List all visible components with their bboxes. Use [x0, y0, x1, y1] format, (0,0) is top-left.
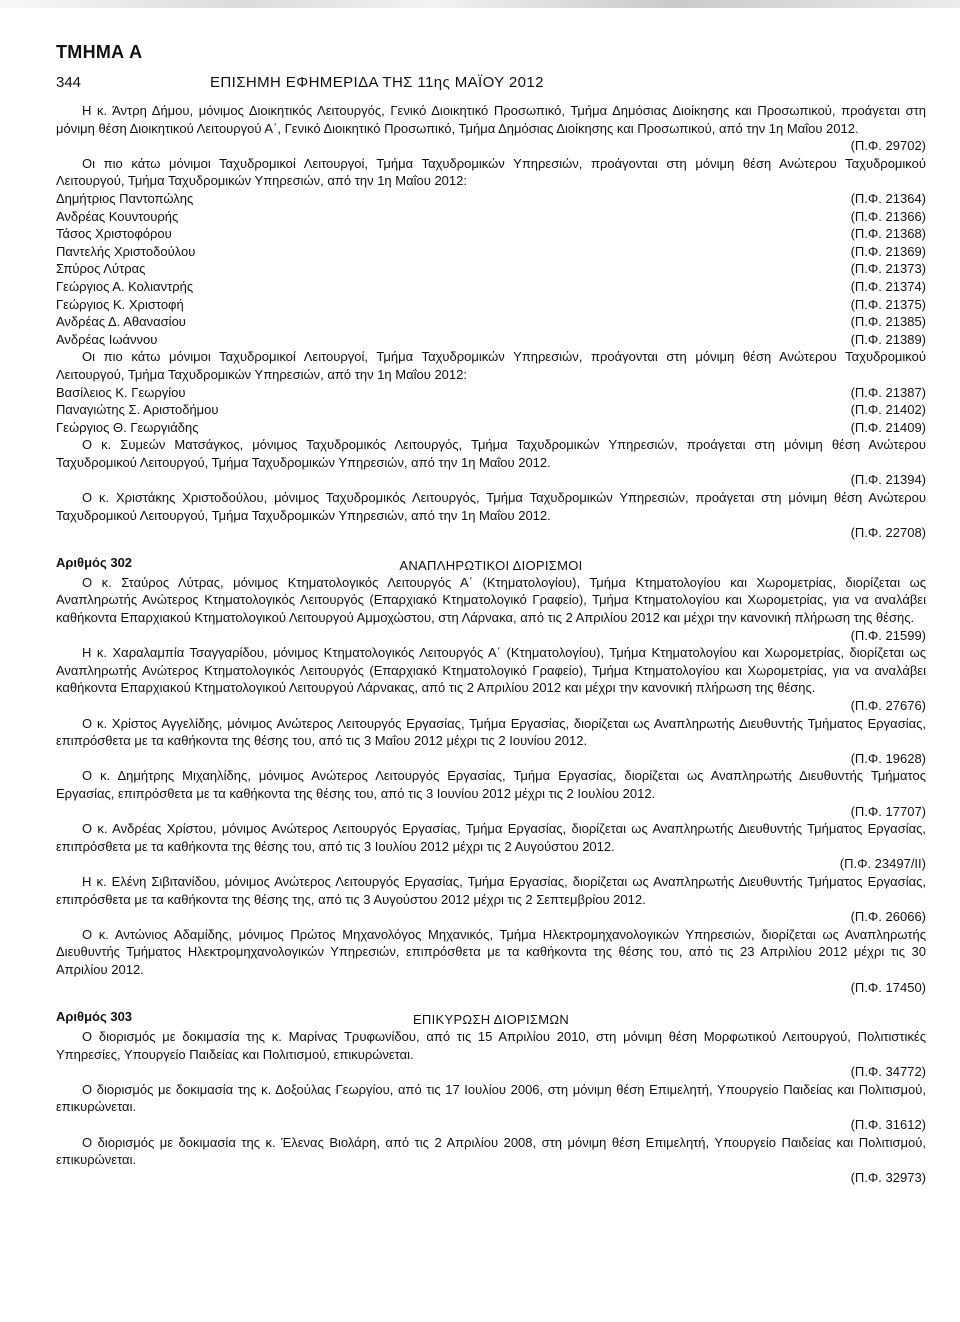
person-ref: (Π.Φ. 21385) [850, 314, 926, 330]
person-name: Ανδρέας Ιωάννου [56, 331, 158, 347]
person-ref: (Π.Φ. 21374) [850, 278, 926, 294]
promotion-paragraph: Ο κ. Συμεών Ματσάγκος, μόνιμος Ταχυδρομικός Λειτουργός, Τμήμα Ταχυδρομικών Υπηρεσιών, προάγεται στη μόνιμη θέση Ανώτερου Ταχυδρομικού Λειτουργού, Τμήμα Ταχυδρομικών Υπηρεσιών, από την 1η Μαΐου 2012. [56, 437, 926, 470]
confirmation-paragraph: Ο διορισμός με δοκιμασία της κ. Έλενας Βιολάρη, από τις 2 Απριλίου 2008, στη μόνιμη θέση Επιμελητή, Υπουργείο Παιδείας και Πολιτισμού, επικυρώνεται. [56, 1134, 926, 1168]
list-item [56, 190, 926, 208]
person-name: Παναγιώτης Σ. Αριστοδήμου [56, 402, 219, 418]
person-ref: (Π.Φ. 21364) [850, 190, 926, 206]
page-number: 344 [56, 74, 82, 91]
list-item [56, 260, 926, 278]
person-ref: (Π.Φ. 21373) [850, 261, 926, 277]
person-ref: (Π.Φ. 21402) [850, 402, 926, 418]
section-label: ΤΜΗΜΑ Α [56, 42, 143, 62]
appointment-ref: (Π.Φ. 23497/ΙΙ) [839, 856, 926, 872]
confirmation-paragraph: Ο διορισμός με δοκιμασία της κ. Δοξούλας Γεωργίου, από τις 17 Ιουλίου 2006, στη μόνιμη θέση Επιμελητή, Υπουργείο Παιδείας και Πολιτισμού, επικυρώνεται. [56, 1081, 926, 1115]
group2-list [56, 384, 926, 437]
person-ref: (Π.Φ. 21369) [850, 243, 926, 259]
person-ref: (Π.Φ. 21387) [850, 384, 926, 400]
person-name: Ανδρέας Κουντουρής [56, 208, 179, 224]
document-body [56, 102, 926, 1186]
person-ref: (Π.Φ. 21368) [850, 226, 926, 242]
person-ref: (Π.Φ. 21375) [850, 296, 926, 312]
article-number: Αριθμός 303 [56, 1009, 133, 1025]
confirmation-ref: (Π.Φ. 32973) [850, 1169, 926, 1185]
person-name: Παντελής Χριστοδούλου [56, 243, 196, 259]
confirmation-paragraph: Ο διορισμός με δοκιμασία της κ. Μαρίνας Τρυφωνίδου, από τις 15 Απριλίου 2010, στη μόνιμη θέση Μορφωτικού Λειτουργού, Πολιτιστικές Υπηρεσίες, Υπουργείο Παιδείας και Πολιτισμού, επικυρώνεται. [56, 1029, 926, 1062]
article-heading [56, 1006, 926, 1028]
promotion-ref: (Π.Φ. 22708) [850, 525, 926, 541]
group1-list [56, 190, 926, 348]
group1-paragraph: Οι πιο κάτω μόνιμοι Ταχυδρομικοί Λειτουργοί, Τμήμα Ταχυδρομικών Υπηρεσιών, προάγονται στη μόνιμη θέση Ανώτερου Ταχυδρομικού Λειτουργού, Τμήμα Ταχυδρομικών Υπηρεσιών, από την 1η Μαΐου 2012: [56, 155, 926, 189]
list-item [56, 243, 926, 261]
promotion-ref: (Π.Φ. 21394) [850, 472, 926, 488]
appointment-ref: (Π.Φ. 26066) [850, 909, 926, 925]
person-ref: (Π.Φ. 21409) [850, 419, 926, 435]
person-name: Γεώργιος Α. Κολιαντρής [56, 278, 194, 294]
person-name: Ανδρέας Δ. Αθανασίου [56, 314, 186, 330]
appointment-paragraph: Ο κ. Αντώνιος Αδαμίδης, μόνιμος Πρώτος Μηχανολόγος Μηχανικός, Τμήμα Ηλεκτρομηχανολογικών Υπηρεσιών, διορίζεται ως Αναπληρωτής Διευθυντής Τμήματος Ηλεκτρομηχανολογικών Υπηρεσιών, επιπρόσθετα με τα καθήκοντα της θέσης του, από τις 23 Απριλίου 2012 μέχρι τις 30 Απριλίου 2012. [56, 926, 926, 977]
intro-paragraph: Η κ. Άντρη Δήμου, μόνιμος Διοικητικός Λειτουργός, Γενικό Διοικητικό Προσωπικό, Τμήμα Δημόσιας Διοίκησης και Προσωπικού, προάγεται στη μόνιμη θέση Διοικητικού Λειτουργού Α΄, Γενικό Διοικητικό Προσωπικό, Τμήμα Δημόσιας Διοίκησης και Προσωπικού, από την 1η Μαΐου 2012. [56, 103, 926, 136]
person-name: Τάσος Χριστοφόρου [56, 226, 172, 242]
appointment-paragraph: Ο κ. Δημήτρης Μιχαηλίδης, μόνιμος Ανώτερος Λειτουργός Εργασίας, Τμήμα Εργασίας, διορίζεται ως Αναπληρωτής Διευθυντής Τμήματος Εργασίας, επιπρόσθετα με τα καθήκοντα της θέσης του, από τις 3 Ιουνίου 2012 μέχρι τις 2 Ιουλίου 2012. [56, 768, 926, 801]
list-item [56, 208, 926, 226]
article-heading [56, 552, 926, 574]
confirmation-ref: (Π.Φ. 34772) [850, 1064, 926, 1080]
appointment-paragraph: Ο κ. Χρίστος Αγγελίδης, μόνιμος Ανώτερος Λειτουργός Εργασίας, Τμήμα Εργασίας, διορίζεται ως Αναπληρωτής Διευθυντής Τμήματος Εργασίας, επιπρόσθετα με τα καθήκοντα της θέσης του, από τις 3 Μαΐου 2012 μέχρι τις 2 Ιουνίου 2012. [56, 715, 926, 749]
intro-ref: (Π.Φ. 29702) [850, 138, 926, 154]
list-item [56, 384, 926, 402]
list-item [56, 278, 926, 296]
article-title: ΕΠΙΚΥΡΩΣΗ ΔΙΟΡΙΣΜΩΝ [412, 1012, 570, 1028]
appointment-paragraph: Ο κ. Σταύρος Λύτρας, μόνιμος Κτηματολογικός Λειτουργός Α΄ (Κτηματολογίου), Τμήμα Κτηματολογίου και Χωρομετρίας, διορίζεται ως Αναπληρωτής Ανώτερος Κτηματολογικός Λειτουργός (Επαρχιακό Κτηματολογικό Γραφείο), Τμήμα Κτηματολογίου και Χωρομετρίας, για να αναλάβει καθήκοντα Επαρχιακού Κτηματολογικού Λειτουργού Αμμοχώστου, στη Λάρνακα, από τις 2 Απριλίου 2012 και μέχρι την κανονική πλήρωση της θέσης. [56, 574, 926, 626]
list-item [56, 401, 926, 419]
list-item [56, 296, 926, 314]
list-item [56, 313, 926, 331]
appointment-paragraph: Η κ. Ελένη Σιβιτανίδου, μόνιμος Ανώτερος Λειτουργός Εργασίας, Τμήμα Εργασίας, διορίζεται ως Αναπληρωτής Διευθυντής Τμήματος Εργασίας, επιπρόσθετα με τα καθήκοντα της θέσης της, από τις 3 Αυγούστου 2012 μέχρι τις 2 Σεπτεμβρίου 2012. [56, 873, 926, 907]
page-header [56, 74, 916, 91]
scan-artifact-top [0, 0, 960, 8]
appointment-paragraph: Η κ. Χαραλαμπία Τσαγγαρίδου, μόνιμος Κτηματολογικός Λειτουργός Α΄ (Κτηματολογίου), Τμήμα Κτηματολογίου και Χωρομετρίας, διορίζεται ως Αναπληρωτής Ανώτερος Κτηματολογικός Λειτουργός (Επαρχιακό Κτηματολογικό Γραφείο), Τμήμα Κτηματολογίου και Χωρομετρίας, για να αναλάβει καθήκοντα Επαρχιακού Κτηματολογικού Λειτουργού Λάρνακας, από τις 2 Απριλίου 2012 και μέχρι την κανονική πλήρωση της θέσης. [56, 645, 926, 696]
appointment-ref: (Π.Φ. 17707) [850, 803, 926, 819]
person-name: Σπύρος Λύτρας [56, 261, 146, 277]
list-item [56, 419, 926, 437]
gazette-title: ΕΠΙΣΗΜΗ ΕΦΗΜΕΡΙΔΑ ΤΗΣ 11ης ΜΑΪΟΥ 2012 [210, 74, 544, 91]
list-item [56, 225, 926, 243]
article-number: Αριθμός 302 [56, 554, 133, 570]
person-name: Βασίλειος Κ. Γεωργίου [56, 384, 186, 400]
appointment-ref: (Π.Φ. 17450) [850, 979, 926, 995]
person-name: Γεώργιος Θ. Γεωργιάδης [56, 419, 199, 435]
list-item [56, 331, 926, 349]
person-name: Δημήτριος Παντοπώλης [56, 190, 194, 206]
appointment-ref: (Π.Φ. 19628) [850, 750, 926, 766]
appointment-ref: (Π.Φ. 21599) [850, 627, 926, 643]
promotion-paragraph: Ο κ. Χριστάκης Χριστοδούλου, μόνιμος Ταχυδρομικός Λειτουργός, Τμήμα Ταχυδρομικών Υπηρεσιών, προάγεται στη μόνιμη θέση Ανώτερου Ταχυδρομικού Λειτουργού, Τμήμα Ταχυδρομικών Υπηρεσιών, από την 1η Μαΐου 2012. [56, 490, 926, 523]
appointment-ref: (Π.Φ. 27676) [850, 698, 926, 713]
group2-paragraph: Οι πιο κάτω μόνιμοι Ταχυδρομικοί Λειτουργοί, Τμήμα Ταχυδρομικών Υπηρεσιών, προάγονται στη μόνιμη θέση Ανώτερου Ταχυδρομικού Λειτουργού, Τμήμα Ταχυδρομικών Υπηρεσιών, από την 1η Μαΐου 2012: [56, 349, 926, 382]
person-name: Γεώργιος Κ. Χριστοφή [56, 296, 184, 312]
appointment-paragraph: Ο κ. Ανδρέας Χρίστου, μόνιμος Ανώτερος Λειτουργός Εργασίας, Τμήμα Εργασίας, διορίζεται ως Αναπληρωτής Διευθυντής Τμήματος Εργασίας, επιπρόσθετα με τα καθήκοντα της θέσης του, από τις 3 Ιουλίου 2012 μέχρι τις 2 Αυγούστου 2012. [56, 821, 926, 854]
person-ref: (Π.Φ. 21366) [850, 208, 926, 224]
article-title: ΑΝΑΠΛΗΡΩΤΙΚΟΙ ΔΙΟΡΙΣΜΟΙ [399, 557, 583, 573]
person-ref: (Π.Φ. 21389) [850, 331, 926, 347]
confirmation-ref: (Π.Φ. 31612) [850, 1117, 926, 1133]
